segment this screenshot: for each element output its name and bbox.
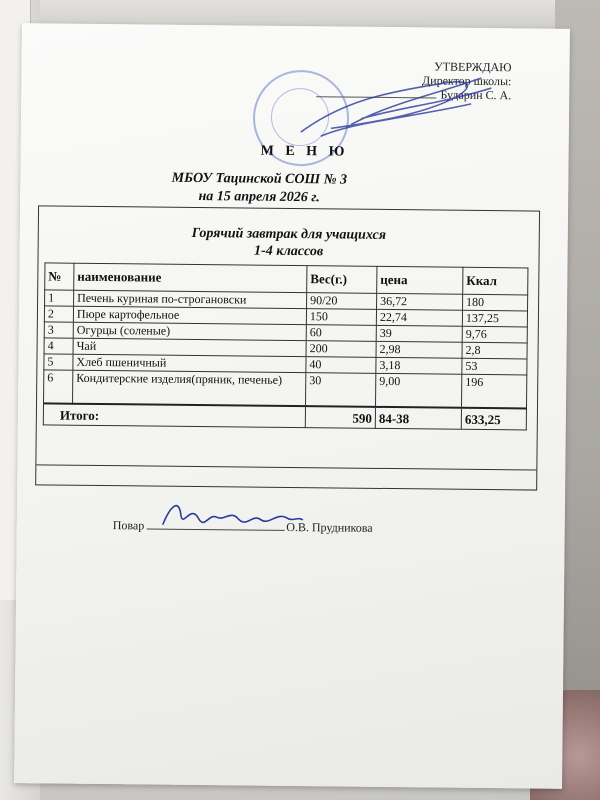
menu-frame xyxy=(35,205,540,490)
dish-name: Хлеб пшеничный xyxy=(73,354,306,372)
menu-document xyxy=(14,23,570,789)
dish-price: 9,00 xyxy=(375,373,461,407)
dish-weight: 40 xyxy=(306,357,376,374)
dish-weight: 30 xyxy=(305,373,375,407)
column-header-name: наименование xyxy=(74,263,307,292)
cook-role: Повар xyxy=(112,518,145,533)
dish-kcal: 9,76 xyxy=(462,326,527,343)
column-header-kcal: Ккал xyxy=(463,267,528,295)
dish-name: Печень куриная по-строгановски xyxy=(74,290,307,308)
cook-signature-icon xyxy=(157,495,307,537)
dish-weight: 60 xyxy=(306,325,376,342)
dish-weight: 200 xyxy=(306,341,376,358)
frame-bottom-divider xyxy=(36,464,536,470)
row-number: 1 xyxy=(45,290,74,306)
approver-position: Директор школы: xyxy=(421,73,512,89)
dish-kcal: 180 xyxy=(463,294,528,311)
dish-kcal: 196 xyxy=(461,374,526,408)
total-weight: 590 xyxy=(305,406,375,428)
dish-price: 2,98 xyxy=(376,341,462,358)
director-signature-icon xyxy=(291,62,502,154)
column-header-price: цена xyxy=(377,266,463,294)
dish-name: Чай xyxy=(73,338,306,356)
dish-price: 3,18 xyxy=(376,357,462,374)
menu-table xyxy=(43,262,529,430)
dish-weight: 90/20 xyxy=(307,293,377,310)
column-header-weight: Вес(г.) xyxy=(307,266,377,294)
dish-price: 22,74 xyxy=(376,309,462,326)
dish-kcal: 2,8 xyxy=(462,342,527,359)
row-number: 4 xyxy=(44,338,73,354)
total-row xyxy=(43,403,526,430)
page-title: М Е Н Ю xyxy=(260,143,349,160)
school-name: МБОУ Тацинской СОШ № 3 xyxy=(171,170,348,188)
table-row xyxy=(44,370,527,409)
dish-name: Кондитерские изделия(пряник, печенье) xyxy=(73,370,306,406)
total-price: 84-38 xyxy=(375,407,461,429)
menu-date: на 15 апреля 2026 г. xyxy=(198,189,320,206)
row-number: 3 xyxy=(44,322,73,338)
approved-label: УТВЕРЖДАЮ xyxy=(434,59,512,75)
dish-kcal: 53 xyxy=(462,358,527,375)
total-label: Итого: xyxy=(43,403,305,427)
total-kcal: 633,25 xyxy=(461,408,526,430)
dish-price: 36,72 xyxy=(377,293,463,310)
dish-kcal: 137,25 xyxy=(462,310,527,327)
row-number: 5 xyxy=(44,354,73,370)
dish-name: Пюре картофельное xyxy=(73,306,306,324)
column-header-number: № xyxy=(45,263,74,290)
row-number: 6 xyxy=(44,370,73,404)
section-title: Горячий завтрак для учащихся xyxy=(191,225,387,243)
dish-weight: 150 xyxy=(306,309,376,326)
dish-price: 39 xyxy=(376,325,462,342)
section-subtitle: 1-4 классов xyxy=(254,243,324,260)
approver-name: Бударин С. А. xyxy=(440,87,512,103)
cook-name: О.В. Прудникова xyxy=(286,519,373,535)
row-number: 2 xyxy=(44,306,73,322)
dish-name: Огурцы (соленые) xyxy=(73,322,306,340)
